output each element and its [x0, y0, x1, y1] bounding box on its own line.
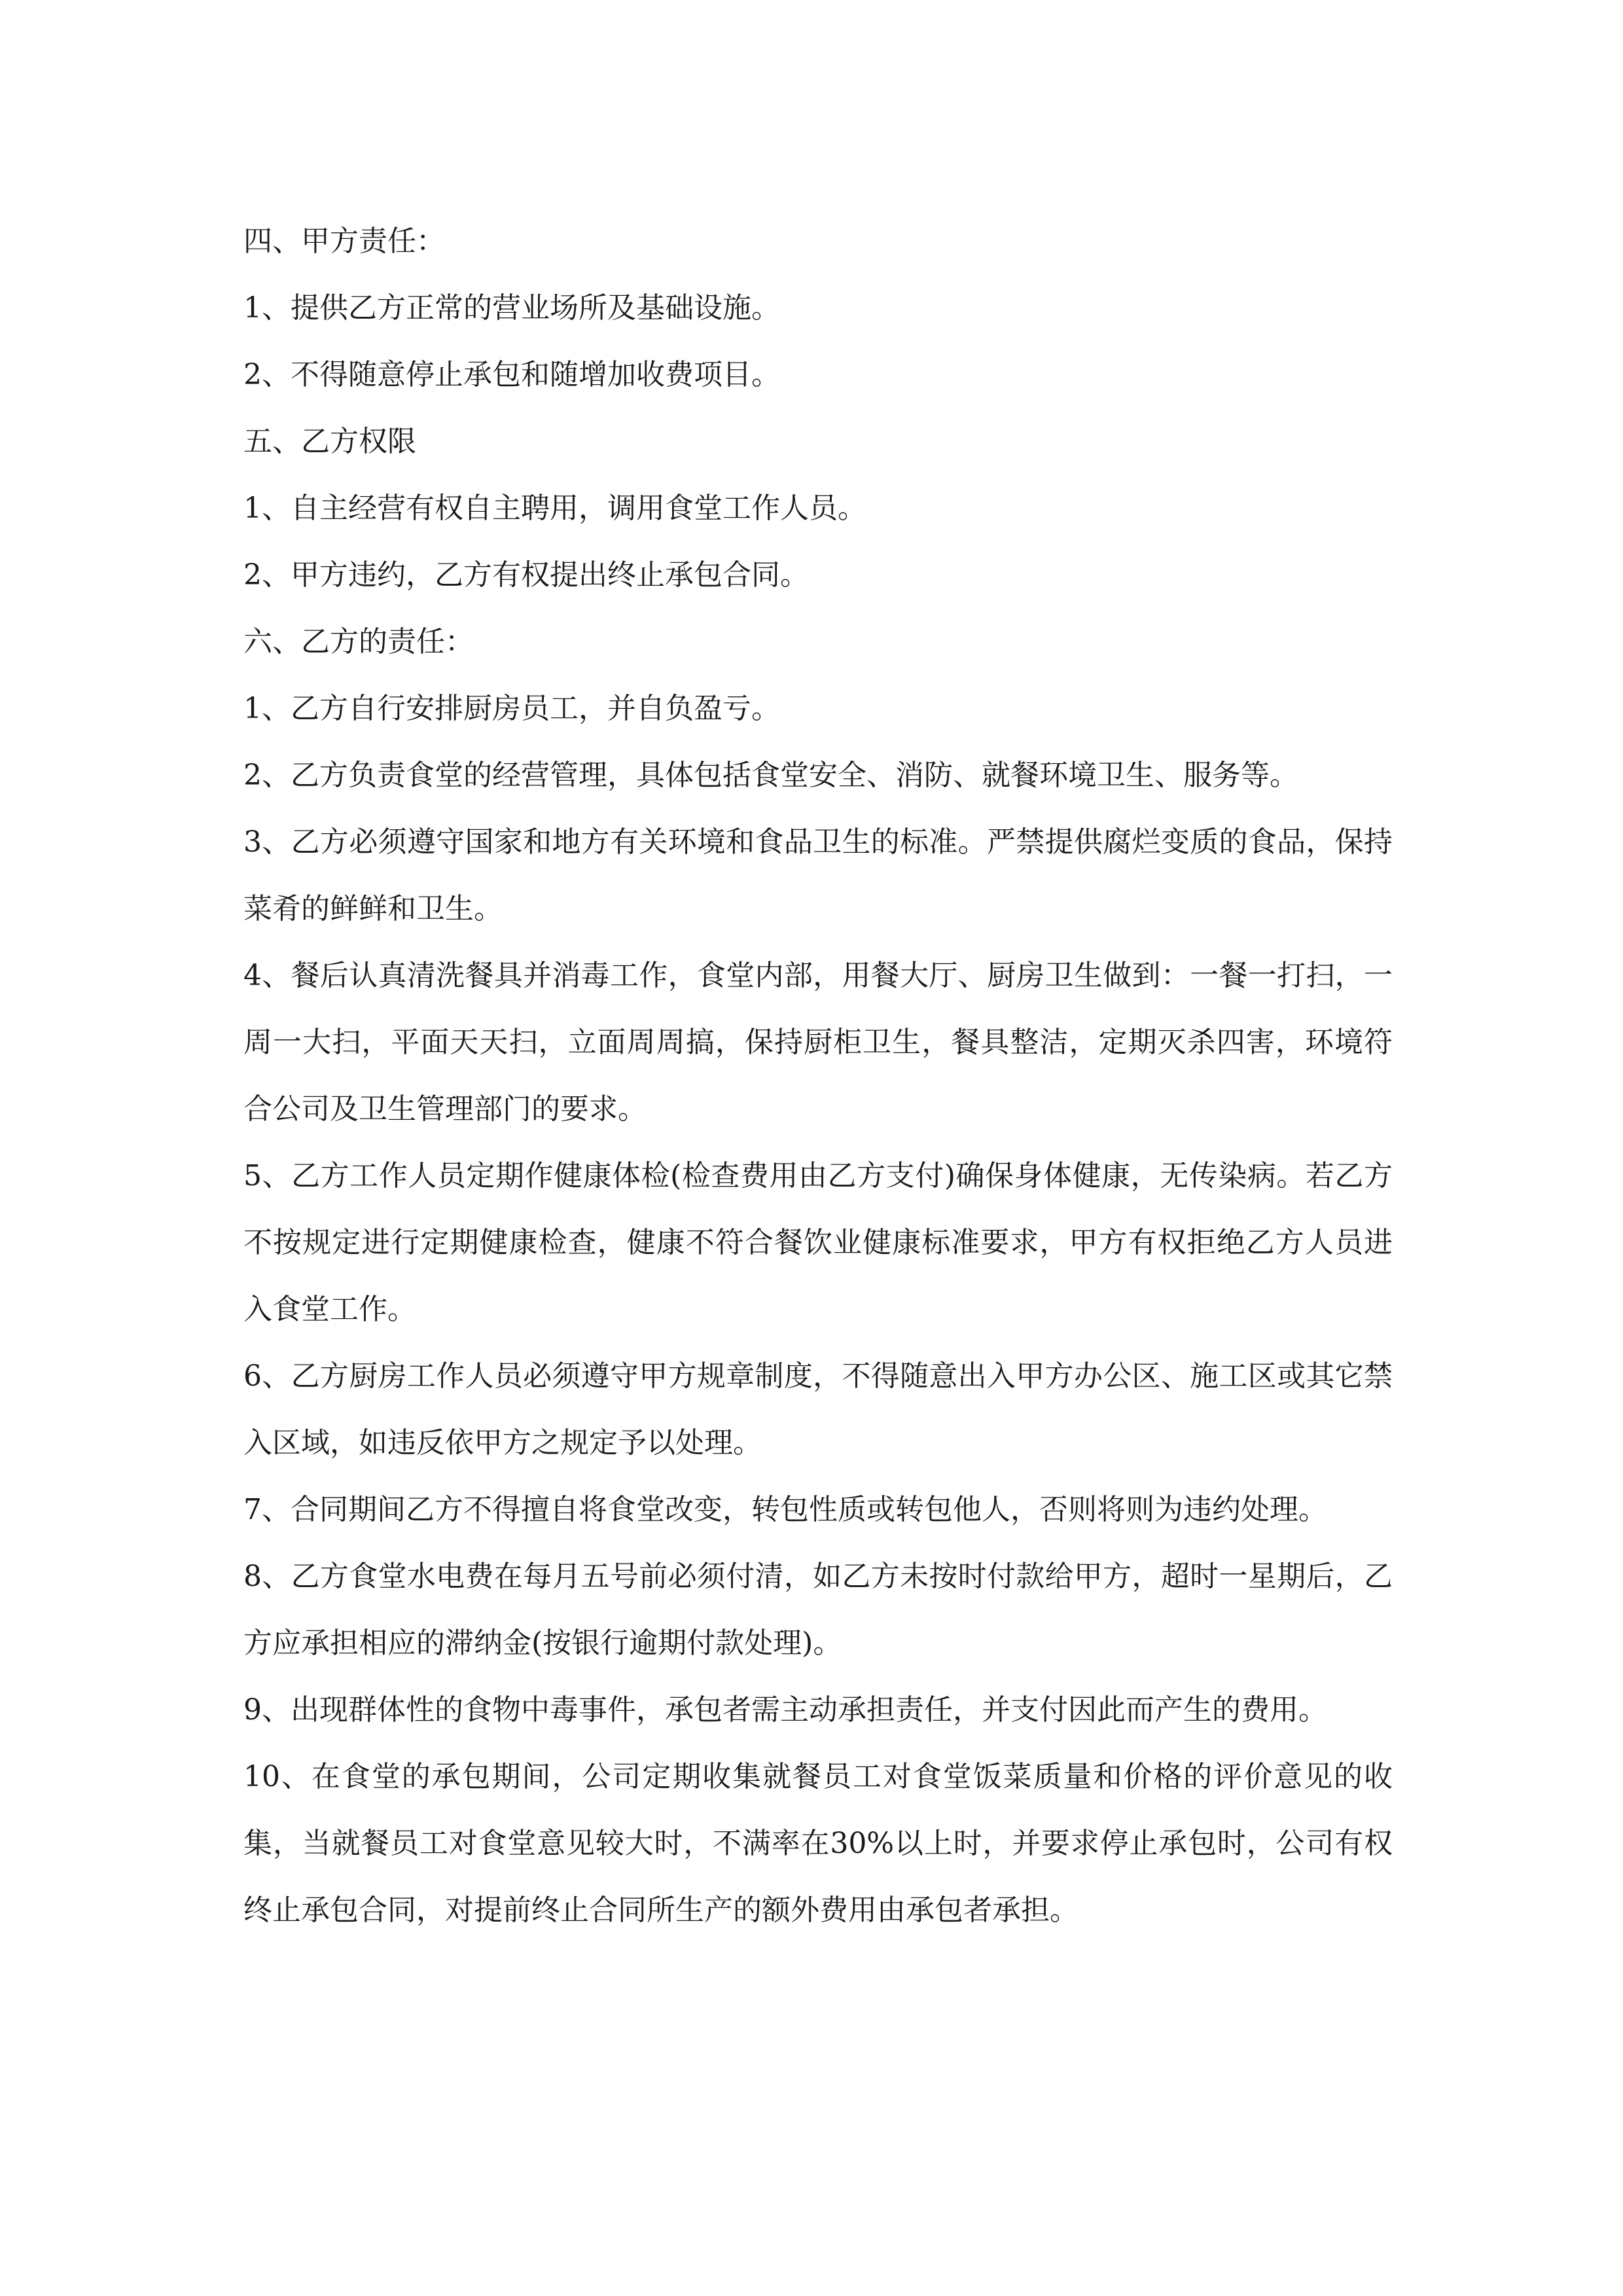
section-heading-party-a-duties: 四、甲方责任： [243, 224, 445, 258]
section-heading-party-b-duties: 六、乙方的责任： [243, 625, 474, 658]
paragraph: 1、提供乙方正常的营业场所及基础设施。 [243, 291, 780, 325]
paragraph: 1、乙方自行安排厨房员工，并自负盈亏。 [243, 692, 780, 725]
paragraph: 5、乙方工作人员定期作健康体检(检查费用由乙方支付)确保身体健康，无传染病。若乙方不按规定进行定期健康检查，健康不符合餐饮业健康标准要求，甲方有权拒绝乙方人员进入食堂工作。 [243, 1159, 1393, 1326]
paragraph: 2、乙方负责食堂的经营管理，具体包括食堂安全、消防、就餐环境卫生、服务等。 [243, 759, 1298, 792]
paragraph: 9、出现群体性的食物中毒事件，承包者需主动承担责任，并支付因此而产生的费用。 [243, 1693, 1327, 1727]
paragraph: 1、自主经营有权自主聘用，调用食堂工作人员。 [243, 492, 866, 525]
document-body [243, 208, 1393, 1944]
paragraph: 2、甲方违约，乙方有权提出终止承包合同。 [243, 558, 809, 592]
section-heading-party-b-rights: 五、乙方权限 [243, 425, 416, 458]
paragraph: 7、合同期间乙方不得擅自将食堂改变，转包性质或转包他人，否则将则为违约处理。 [243, 1493, 1327, 1526]
paragraph: 3、乙方必须遵守国家和地方有关环境和食品卫生的标准。严禁提供腐烂变质的食品，保持菜肴的鲜鲜和卫生。 [243, 825, 1393, 925]
paragraph: 4、餐后认真清洗餐具并消毒工作，食堂内部，用餐大厅、厨房卫生做到：一餐一打扫，一周一大扫，平面天天扫，立面周周搞，保持厨柜卫生，餐具整洁，定期灭杀四害，环境符合公司及卫生管理部门的要求。 [243, 959, 1393, 1126]
paragraph: 8、乙方食堂水电费在每月五号前必须付清，如乙方未按时付款给甲方，超时一星期后，乙方应承担相应的滞纳金(按银行逾期付款处理)。 [243, 1560, 1393, 1660]
paragraph: 10、在食堂的承包期间，公司定期收集就餐员工对食堂饭菜质量和价格的评价意见的收集，当就餐员工对食堂意见较大时，不满率在30%以上时，并要求停止承包时，公司有权终止承包合同，对提前终止合同所生产的额外费用由承包者承担。 [243, 1760, 1393, 1927]
paragraph: 6、乙方厨房工作人员必须遵守甲方规章制度，不得随意出入甲方办公区、施工区或其它禁入区域，如违反依甲方之规定予以处理。 [243, 1359, 1393, 1460]
paragraph: 2、不得随意停止承包和随增加收费项目。 [243, 358, 780, 391]
